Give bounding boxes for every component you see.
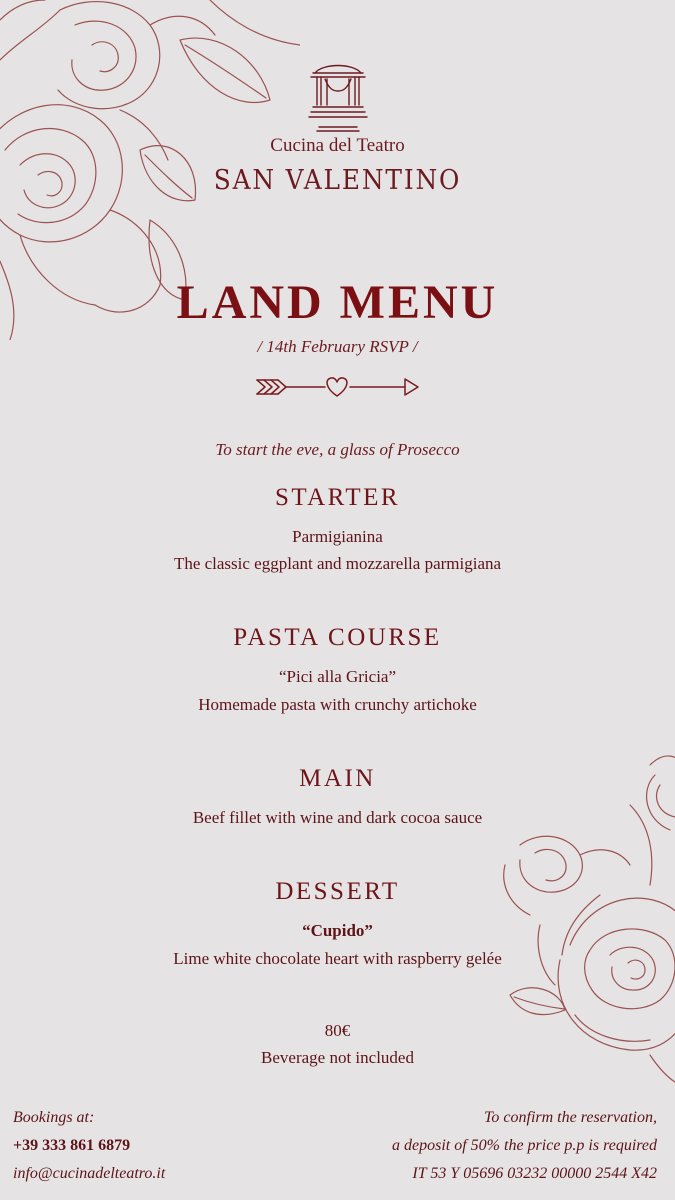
deposit-line: To confirm the reservation,	[483, 1109, 657, 1126]
deposit-info	[392, 1104, 657, 1188]
menu-subtitle: / 14th February RSVP /	[257, 337, 418, 356]
intro-text: To start the eve, a glass of Prosecco	[215, 440, 460, 459]
course-heading-pasta: PASTA COURSE	[233, 624, 442, 651]
restaurant-name: Cucina del Teatro	[270, 135, 405, 156]
course-item-line: Beef fillet with wine and dark cocoa sauce	[192, 808, 483, 827]
arrow-heart-icon	[255, 372, 420, 402]
email-link[interactable]: info@cucinadelteatro.it	[13, 1165, 166, 1182]
booking-contact	[13, 1104, 165, 1188]
course-heading-dessert: DESSERT	[275, 878, 400, 905]
course-heading-starter: STARTER	[274, 484, 401, 511]
iban-code: IT 53 Y 05696 03232 00000 2544 X42	[412, 1165, 657, 1182]
price-note: Beverage not included	[261, 1048, 414, 1067]
menu-title: LAND MENU	[176, 276, 499, 329]
course-heading-main: MAIN	[299, 765, 376, 792]
course-item-line: The classic eggplant and mozzarella parmigiana	[173, 554, 502, 573]
theatre-stage-icon	[303, 55, 373, 135]
deposit-line: a deposit of 50% the price p.p is required	[392, 1137, 657, 1154]
price-amount: 80€	[324, 1021, 351, 1040]
course-item-line: Parmigianina	[292, 527, 383, 546]
course-item-line: Homemade pasta with crunchy artichoke	[198, 695, 477, 714]
phone-link[interactable]: +39 333 861 6879	[13, 1137, 131, 1154]
course-item-line: “Pici alla Gricia”	[278, 667, 397, 686]
course-item-line: “Cupido”	[302, 921, 373, 940]
booking-label: Bookings at:	[13, 1109, 95, 1126]
course-item-line: Lime white chocolate heart with raspberry gelée	[173, 949, 502, 968]
event-title: SAN VALENTINO	[213, 165, 462, 196]
